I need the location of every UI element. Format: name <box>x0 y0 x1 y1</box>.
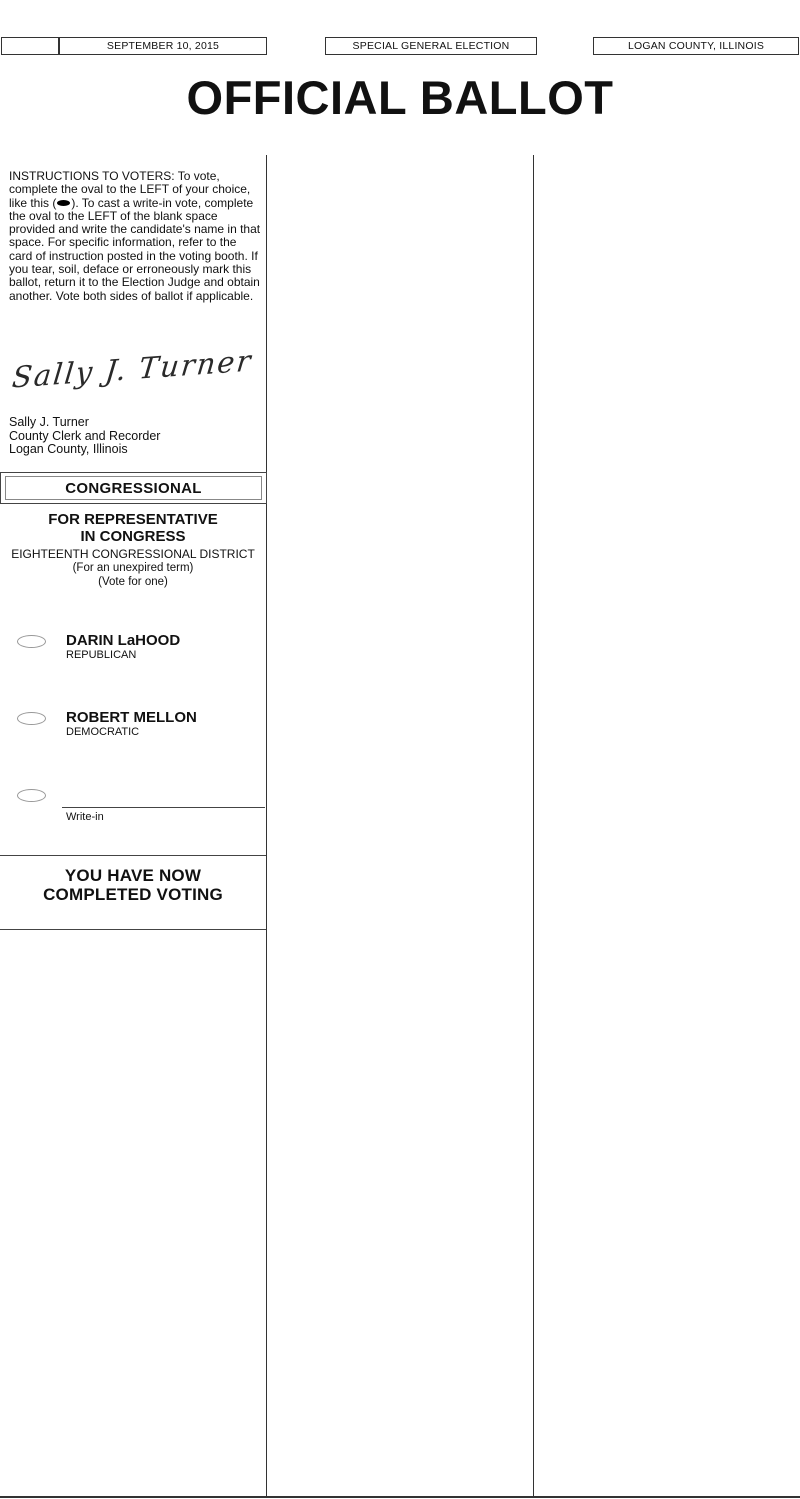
vote-oval-lahood[interactable] <box>17 635 46 648</box>
page-bottom-border <box>0 1496 800 1498</box>
contest-term: (For an unexpired term) <box>72 562 194 574</box>
candidate-party: REPUBLICAN <box>66 649 137 661</box>
candidate-party: DEMOCRATIC <box>66 726 140 738</box>
timing-mark-box <box>1 37 59 55</box>
section-header-label: CONGRESSIONAL <box>5 476 262 500</box>
clerk-signature <box>10 343 255 404</box>
contest-title-line2: IN CONGRESS <box>80 528 186 545</box>
header-date: SEPTEMBER 10, 2015 <box>106 40 220 52</box>
column-divider-1 <box>266 155 267 1497</box>
filled-oval-icon <box>57 200 70 206</box>
completed-line2: COMPLETED VOTING <box>43 885 223 904</box>
contest-vote-for: (Vote for one) <box>98 576 168 588</box>
contest-title-line1: FOR REPRESENTATIVE <box>48 511 218 528</box>
header-date-cell <box>59 37 267 55</box>
completed-line1: YOU HAVE NOW <box>64 866 202 885</box>
vote-oval-mellon[interactable] <box>17 712 46 725</box>
voter-instructions <box>9 170 261 303</box>
ballot-title: OFFICIAL BALLOT <box>186 71 614 124</box>
instructions-part1: INSTRUCTIONS TO VOTERS: To vote, complete the oval to the LEFT of your choice, like this ( <box>9 169 251 210</box>
header-election: SPECIAL GENERAL ELECTION <box>352 40 510 52</box>
instructions-part2: ). To cast a write-in vote, complete the oval to the LEFT of the blank space provided and write the candidate's name in that space. For specific information, refer to the card of instruction posted in the voting booth. If you tear, soil, deface or erroneously mark this ballot, return it to the Election Judge and obtain another. Vote both sides of ballot if applicable. <box>9 195 261 303</box>
header-county: LOGAN COUNTY, ILLINOIS <box>627 40 765 52</box>
header-county-cell <box>593 37 799 55</box>
write-in-label: Write-in <box>66 811 104 823</box>
section-divider <box>0 929 266 930</box>
write-in-line[interactable] <box>62 807 265 808</box>
clerk-title: County Clerk and Recorder <box>9 428 161 443</box>
vote-oval-write-in[interactable] <box>17 789 46 802</box>
candidate-name: DARIN LaHOOD <box>66 632 181 649</box>
contest-district: EIGHTEENTH CONGRESSIONAL DISTRICT <box>11 547 255 561</box>
clerk-name: Sally J. Turner <box>9 415 89 429</box>
signature-script-text: Sally J. Turner <box>10 343 255 395</box>
header-election-cell <box>325 37 537 55</box>
contest-header <box>0 511 266 589</box>
section-divider <box>0 855 266 856</box>
column-divider-2 <box>533 155 534 1497</box>
completed-voting-notice <box>0 866 266 904</box>
section-header-box <box>0 472 267 504</box>
clerk-info <box>9 416 160 457</box>
candidate-name: ROBERT MELLON <box>66 709 197 726</box>
clerk-location: Logan County, Illinois <box>9 442 128 456</box>
